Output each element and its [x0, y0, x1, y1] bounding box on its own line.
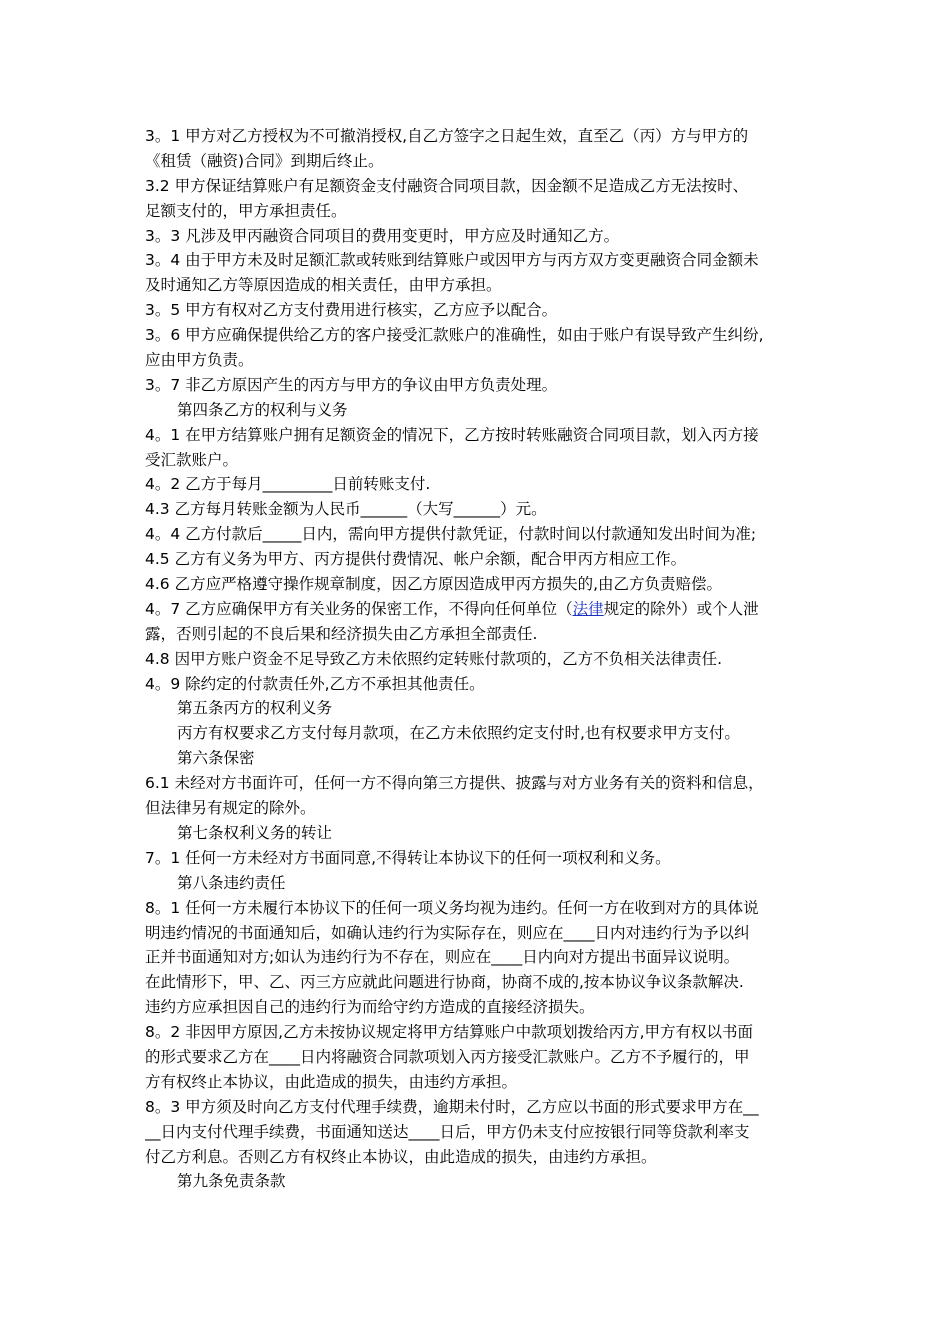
paragraph-line — [145, 647, 813, 672]
line-text: 3。6 甲方应确保提供给乙方的客户接受汇款账户的准确性，如由于账户有误导致产生纠纷, — [145, 326, 764, 345]
line-text: 丙方有权要求乙方支付每月款项，在乙方未依照约定支付时,也有权要求甲方支付。 — [177, 724, 740, 743]
line-text: 方有权终止本协议，由此造成的损失，由违约方承担。 — [145, 1072, 518, 1091]
line-text: 的形式要求乙方在____日内将融资合同款项划入丙方接受汇款账户。乙方不予履行的，甲 — [145, 1047, 750, 1066]
paragraph-line — [145, 672, 813, 697]
line-text: 3。5 甲方有权对乙方支付费用进行核实，乙方应予以配合。 — [145, 301, 558, 320]
line-text: 4。9 除约定的付款责任外,乙方不承担其他责任。 — [145, 674, 485, 693]
section-heading — [145, 821, 813, 846]
paragraph-line — [145, 1120, 813, 1145]
paragraph-line — [145, 348, 813, 373]
line-text: 3.2 甲方保证结算账户有足额资金支付融资合同项目款，因金额不足造成乙方无法按时、 — [145, 176, 749, 195]
line-text: 违约方应承担因自己的违约行为而给守约方造成的直接经济损失。 — [145, 998, 595, 1017]
line-text: 8。1 任何一方未履行本协议下的任何一项义务均视为违约。任何一方在收到对方的具体说 — [145, 898, 759, 917]
line-text: 3。4 由于甲方未及时足额汇款或转账到结算账户或因甲方与丙方双方变更融资合同金额未 — [145, 251, 759, 270]
line-text: 3。3 凡涉及甲丙融资合同项目的费用变更时，甲方应及时通知乙方。 — [145, 226, 620, 245]
paragraph-line — [145, 174, 813, 199]
document-page — [145, 124, 813, 1194]
paragraph-line — [145, 846, 813, 871]
paragraph-line — [145, 1145, 813, 1170]
line-text: 付乙方利息。否则乙方有权终止本协议，由此造成的损失，由违约方承担。 — [145, 1147, 657, 1166]
paragraph-line — [145, 547, 813, 572]
section-heading — [145, 721, 813, 746]
paragraph-line — [145, 1095, 813, 1120]
line-text: 8。3 甲方须及时向乙方支付代理手续费，逾期未付时，乙方应以书面的形式要求甲方在__ — [145, 1097, 759, 1116]
paragraph-line — [145, 597, 813, 622]
paragraph-line — [145, 273, 813, 298]
paragraph-line — [145, 149, 813, 174]
line-text: 露，否则引起的不良后果和经济损失由乙方承担全部责任. — [145, 624, 538, 643]
line-text: 受汇款账户。 — [145, 450, 239, 469]
line-text: 4.5 乙方有义务为甲方、丙方提供付费情况、帐户余额，配合甲丙方相应工作。 — [145, 550, 687, 569]
paragraph-line — [145, 448, 813, 473]
line-text: 4。7 乙方应确保甲方有关业务的保密工作，不得向任何单位（ — [145, 599, 573, 618]
line-text: 第七条权利义务的转让 — [177, 823, 333, 842]
law-link[interactable]: 法律 — [572, 599, 604, 618]
line-text: 正并书面通知对方;如认为违约行为不存在，则应在____日内向对方提出书面异议说明。 — [145, 948, 740, 967]
paragraph-line — [145, 771, 813, 796]
line-text: 6.1 未经对方书面许可，任何一方不得向第三方提供、披露与对方业务有关的资料和信息， — [145, 774, 764, 793]
line-text: 明违约情况的书面通知后，如确认违约行为实际存在，则应在____日内对违约行为予以纠 — [145, 923, 750, 942]
line-text: __日内支付代理手续费，书面通知送达____日后，甲方仍未支付应按银行同等贷款利率支 — [145, 1122, 750, 1141]
paragraph-line — [145, 298, 813, 323]
paragraph-line — [145, 199, 813, 224]
paragraph-line — [145, 622, 813, 647]
line-text-continued: 规定的除外）或个人泄 — [603, 599, 759, 618]
paragraph-line — [145, 373, 813, 398]
paragraph-line — [145, 970, 813, 995]
line-text: 4。1 在甲方结算账户拥有足额资金的情况下，乙方按时转账融资合同项目款，划入丙方接 — [145, 425, 759, 444]
paragraph-line — [145, 224, 813, 249]
line-text: 7。1 任何一方未经对方书面同意,不得转让本协议下的任何一项权利和义务。 — [145, 848, 671, 867]
line-text: 第六条保密 — [177, 749, 255, 768]
line-text: 4。4 乙方付款后_____日内，需向甲方提供付款凭证，付款时间以付款通知发出时间为准; — [145, 525, 757, 544]
section-heading — [145, 398, 813, 423]
paragraph-line — [145, 124, 813, 149]
line-text: 第八条违约责任 — [177, 873, 286, 892]
paragraph-line — [145, 248, 813, 273]
line-text: 4.6 乙方应严格遵守操作规章制度，因乙方原因造成甲丙方损失的,由乙方负责赔偿。 — [145, 575, 723, 594]
section-heading — [145, 746, 813, 771]
line-text: 在此情形下，甲、乙、丙三方应就此问题进行协商，协商不成的,按本协议争议条款解决. — [145, 973, 744, 992]
line-text: 第四条乙方的权利与义务 — [177, 400, 348, 419]
paragraph-line — [145, 472, 813, 497]
paragraph-line — [145, 1045, 813, 1070]
paragraph-line — [145, 796, 813, 821]
line-text: 应由甲方负责。 — [145, 351, 254, 370]
line-text: 足额支付的，甲方承担责任。 — [145, 201, 347, 220]
line-text: 4.3 乙方每月转账金额为人民币______（大写______）元。 — [145, 500, 547, 519]
paragraph-line — [145, 1070, 813, 1095]
paragraph-line — [145, 995, 813, 1020]
paragraph-line — [145, 572, 813, 597]
line-text: 4.8 因甲方账户资金不足导致乙方未依照约定转账付款项的，乙方不负相关法律责任. — [145, 649, 723, 668]
line-text: 第五条丙方的权利义务 — [177, 699, 333, 718]
paragraph-line — [145, 423, 813, 448]
paragraph-line — [145, 921, 813, 946]
paragraph-line — [145, 323, 813, 348]
paragraph-line — [145, 522, 813, 547]
line-text: 《租赁（融资)合同》到期后终止。 — [145, 151, 384, 170]
section-heading — [145, 1169, 813, 1194]
paragraph-line — [145, 497, 813, 522]
line-text: 4。2 乙方于每月_________日前转账支付. — [145, 475, 431, 494]
line-text: 但法律另有规定的除外。 — [145, 799, 316, 818]
section-heading — [145, 696, 813, 721]
line-text: 第九条免责条款 — [177, 1172, 286, 1191]
line-text: 3。7 非乙方原因产生的丙方与甲方的争议由甲方负责处理。 — [145, 375, 558, 394]
paragraph-line — [145, 945, 813, 970]
paragraph-line — [145, 896, 813, 921]
line-text: 8。2 非因甲方原因,乙方未按协议规定将甲方结算账户中款项划拨给丙方,甲方有权以书面 — [145, 1023, 754, 1042]
line-text: 及时通知乙方等原因造成的相关责任，由甲方承担。 — [145, 276, 502, 295]
section-heading — [145, 871, 813, 896]
line-text: 3。1 甲方对乙方授权为不可撤消授权,自乙方签字之日起生效，直至乙（丙）方与甲方的 — [145, 127, 749, 145]
paragraph-line — [145, 1020, 813, 1045]
